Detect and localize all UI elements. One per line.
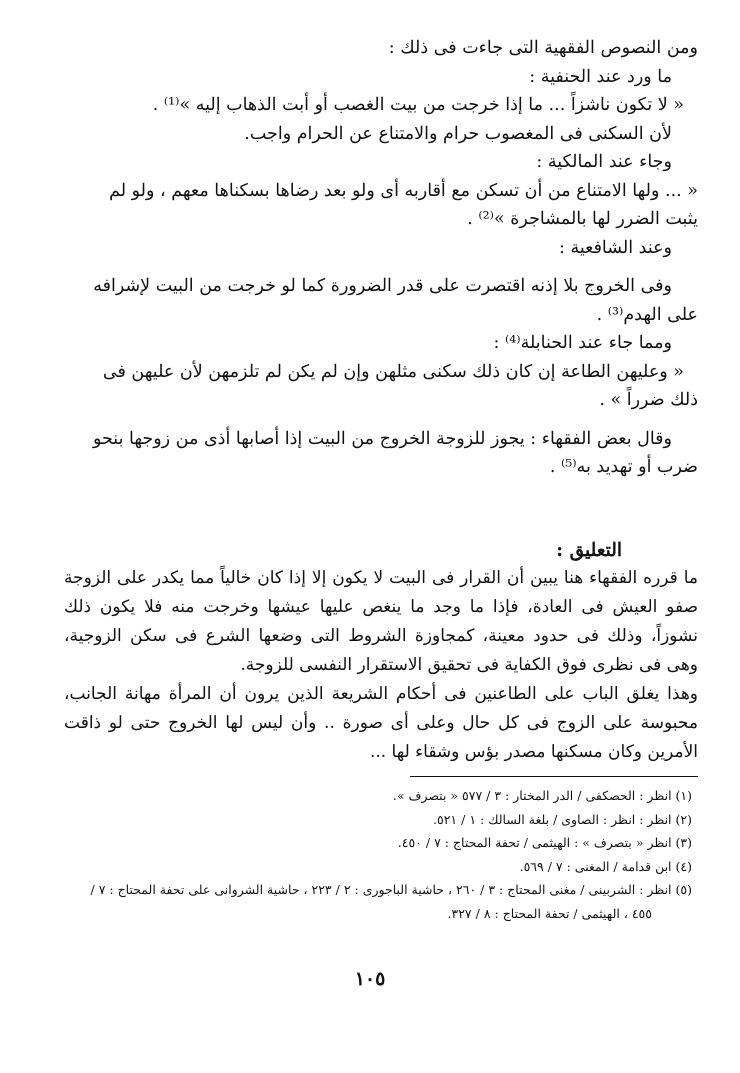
quote-line: يثبت الضرر لها بالمشاجرة »⁽²⁾ . bbox=[467, 209, 698, 229]
text-line: ضرب أو تهديد به⁽⁵⁾ . bbox=[549, 457, 698, 477]
text-line: وجاء عند المالكية : bbox=[536, 152, 672, 172]
footnote-divider bbox=[410, 776, 698, 777]
footnote: (١) انظر : الحصكفى / الدر المختار : ٣ / ٥٧٧ « بتصرف ». bbox=[392, 788, 692, 803]
text-line: على الهدم⁽³⁾ . bbox=[596, 304, 698, 325]
page-number: ١٠٥ bbox=[354, 968, 386, 990]
footnote: (٥) انظر : الشربينى / مغنى المحتاج : ٣ / ٢٦٠ ، حاشية الباجورى : ٢ / ٢٢٣ ، حاشية الشروانى على تحفة المحتاج : ٧ / bbox=[90, 882, 692, 897]
quote-line: « لا تكون ناشزاً ... ما إذا خرجت من بيت الغصب أو أبت الذهاب إليه »⁽¹⁾ . bbox=[152, 95, 684, 115]
text-line: ما ورد عند الحنفية : bbox=[529, 66, 672, 87]
text-line: ومن النصوص الفقهية التى جاءت فى ذلك : bbox=[388, 38, 698, 58]
text-line: ومما جاء عند الحنابلة⁽⁴⁾ : bbox=[493, 333, 672, 353]
footnote: (٤) ابن قدامة / المغنى : ٧ / ٥٦٩. bbox=[519, 858, 692, 874]
text-line: وعند الشافعية : bbox=[559, 237, 672, 258]
commentary-paragraph: وهذا يغلق الباب على الطاعنين فى أحكام الشريعة الذين يرون أن المرأة مهانة الجانب، محبوسة على الزوج فى كل حال وعلى أى صورة .. وأن ليس لها الخروج حتى لو ذاقت الأمرين وكان مسكنها مصدر بؤس وشقاء لها ... bbox=[64, 684, 699, 762]
quote-line: « ... ولها الامتناع من أن تسكن مع أقاربه أى ولو بعد رضاها بسكناها معهم ، ولو لم bbox=[109, 180, 698, 201]
footnote: (٢) انظر : انظر : الصاوى / بلغة السالك : ١ / ٥٢١. bbox=[433, 811, 692, 827]
section-heading: التعليق : bbox=[556, 540, 622, 561]
main-text bbox=[64, 34, 698, 482]
text-line: وفى الخروج بلا إذنه اقتصرت على قدر الضرورة كما لو خرجت من البيت لإشرافه bbox=[93, 276, 672, 296]
footnote-continuation: ٤٥٥ ، الهيثمى / تحفة المحتاج : ٨ / ٣٢٧. bbox=[447, 905, 652, 921]
text-line: وقال بعض الفقهاء : يجوز للزوجة الخروج من البيت إذا أصابها أذى من زوجها بنحو bbox=[92, 428, 672, 449]
footnotes bbox=[40, 784, 698, 925]
footnote: (٣) انظر « بتصرف » : الهيثمى / تحفة المحتاج : ٧ / ٤٥٠. bbox=[397, 835, 692, 850]
commentary-paragraph: ما قرره الفقهاء هنا يبين أن القرار فى البيت لا يكون إلا إذا كان خالياً مما يكدر على الزوجة صفو العيش فى العادة، فإذا ما وجد ما ينغص عليها عيشها وخرجت منه فلا يكون ذلك نشوزاً، وذلك فى حدود معينة، كمجاوزة الشروط التى وضعها الشرع فى سكن الزوجية، وهى فى نظرى فوق الكفاية فى تحقيق الاستقرار النفسى للزوجة. bbox=[64, 568, 698, 675]
commentary-text bbox=[64, 564, 698, 767]
quote-line: ذلك ضرراً » . bbox=[599, 390, 698, 410]
quote-line: « وعليهن الطاعة إن كان ذلك سكنى مثلهن وإن لم يكن لم تلزمهن لأن عليهن فى bbox=[102, 361, 684, 382]
text-line: لأن السكنى فى المغصوب حرام والامتناع عن الحرام واجب. bbox=[244, 123, 672, 144]
